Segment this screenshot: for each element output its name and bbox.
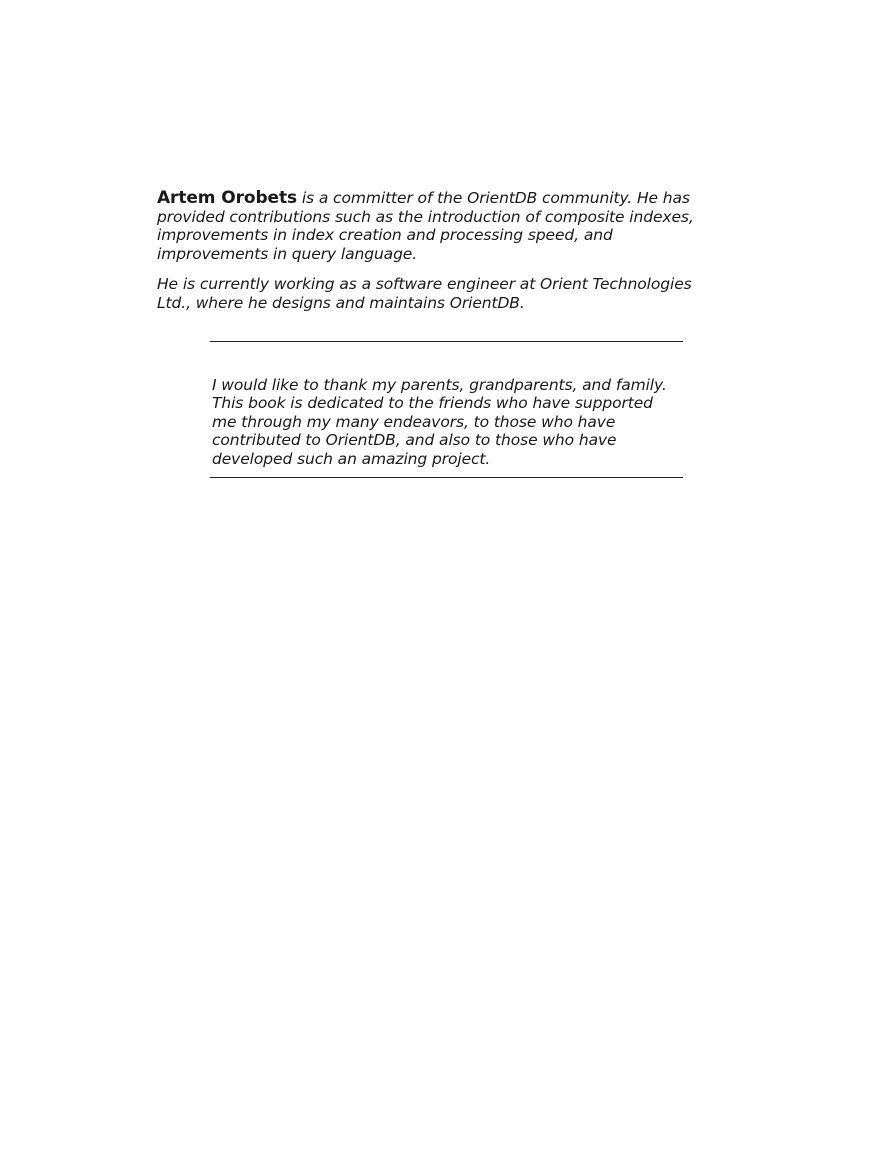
divider-top: [210, 341, 683, 342]
author-bio: [157, 189, 717, 325]
divider-bottom: [210, 477, 683, 478]
bio-paragraph-1: [157, 189, 717, 263]
bio-paragraph-1-text: is a committer of the OrientDB community. He has provided contributions such as the introduction of composite indexes, improvements in index creation and processing speed, and improvements in query language.: [157, 189, 694, 263]
bio-paragraph-2: He is currently working as a software engineer at Orient Technologies Ltd., where he designs and maintains OrientDB.: [157, 275, 692, 312]
acknowledgement-text: I would like to thank my parents, grandparents, and family. This book is dedicated to the friends who have supported me through my many endeavors, to those who have contributed to OrientDB, and also to those who have developed such an amazing project.: [212, 376, 667, 468]
author-name: Artem Orobets: [157, 188, 297, 208]
